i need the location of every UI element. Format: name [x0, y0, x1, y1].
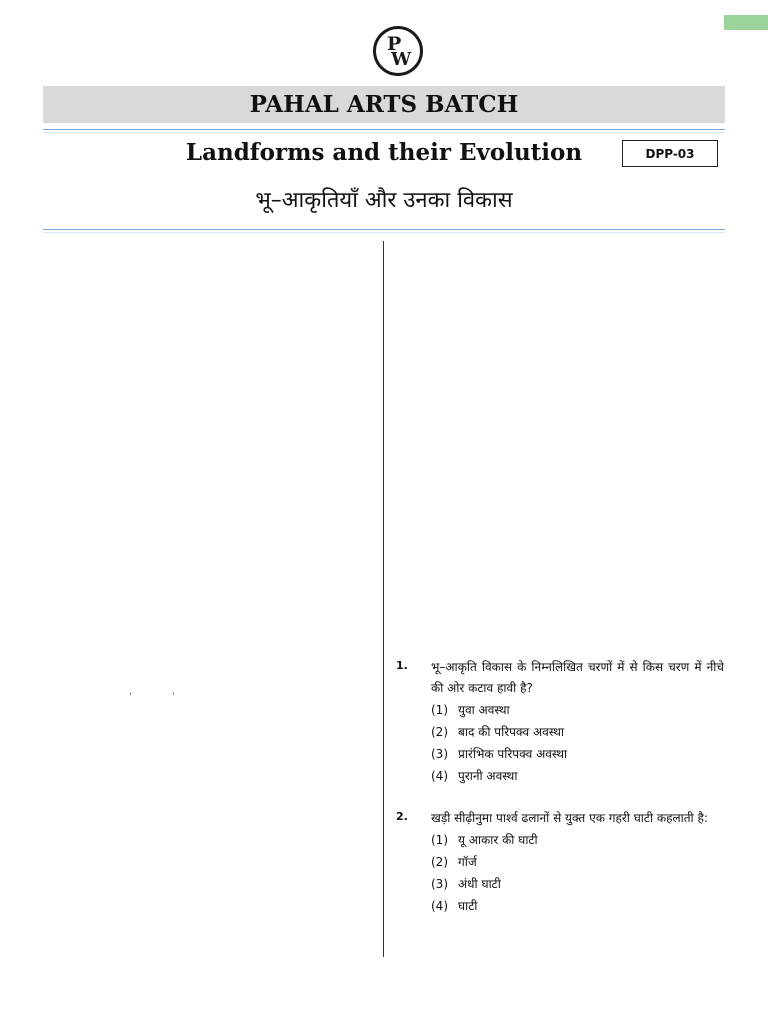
corner-tab-marker [724, 15, 768, 30]
option-text: युवा अवस्था [458, 703, 510, 717]
option-item [431, 895, 724, 917]
option-number: (2) [431, 855, 448, 869]
stray-quote-mark-left: ‘ [129, 692, 132, 702]
option-number: (4) [431, 769, 448, 783]
question-1 [396, 657, 724, 787]
question-text: भू–आकृति विकास के निम्नलिखित चरणों में से किस चरण में नीचे की ओर कटाव हावी है? [431, 660, 724, 695]
option-text: यू आकार की घाटी [458, 833, 538, 847]
pw-logo-emblem [375, 28, 421, 74]
option-item [431, 829, 724, 851]
option-number: (3) [431, 747, 448, 761]
option-list [396, 829, 724, 917]
option-text: बाद की परिपक्व अवस्था [458, 725, 565, 739]
header-rule-bottom-shadow [43, 232, 725, 233]
pw-logo-letter-p: P [387, 33, 402, 55]
header-rule-top-shadow [43, 132, 725, 133]
option-item [431, 699, 724, 721]
option-number: (1) [431, 833, 448, 847]
option-number: (4) [431, 899, 448, 913]
option-number: (1) [431, 703, 448, 717]
option-item [431, 851, 724, 873]
header-rule-top [43, 129, 725, 130]
option-text: अंधी घाटी [458, 877, 501, 891]
option-item [431, 721, 724, 743]
option-item [431, 743, 724, 765]
option-text: घाटी [458, 899, 478, 913]
option-list [396, 699, 724, 787]
page-title-hindi: भू–आकृतियाँ और उनका विकास [255, 188, 513, 213]
dpp-label: DPP-03 [645, 146, 695, 161]
option-item [431, 873, 724, 895]
question-number: 2. [396, 810, 408, 823]
batch-title: PAHAL ARTS BATCH [249, 91, 519, 118]
pw-logo [373, 26, 423, 76]
page-title-english: Landforms and their Evolution [185, 139, 583, 166]
question-2 [396, 808, 724, 917]
option-text: पुरानी अवस्था [458, 769, 518, 783]
question-number: 1. [396, 659, 408, 672]
stray-quote-mark-right: ’ [172, 692, 175, 702]
option-number: (3) [431, 877, 448, 891]
option-number: (2) [431, 725, 448, 739]
header-rule-bottom [43, 229, 725, 230]
batch-banner [43, 86, 725, 123]
option-item [431, 765, 724, 787]
option-text: गॉर्ज [458, 855, 477, 869]
dpp-badge [622, 140, 718, 167]
pw-logo-letter-w: W [391, 49, 412, 70]
option-text: प्रारंभिक परिपक्व अवस्था [458, 747, 568, 761]
question-text: खड़ी सीढ़ीनुमा पार्श्व ढलानों से युक्त एक गहरी घाटी कहलाती है: [431, 811, 708, 825]
column-divider [383, 241, 384, 957]
